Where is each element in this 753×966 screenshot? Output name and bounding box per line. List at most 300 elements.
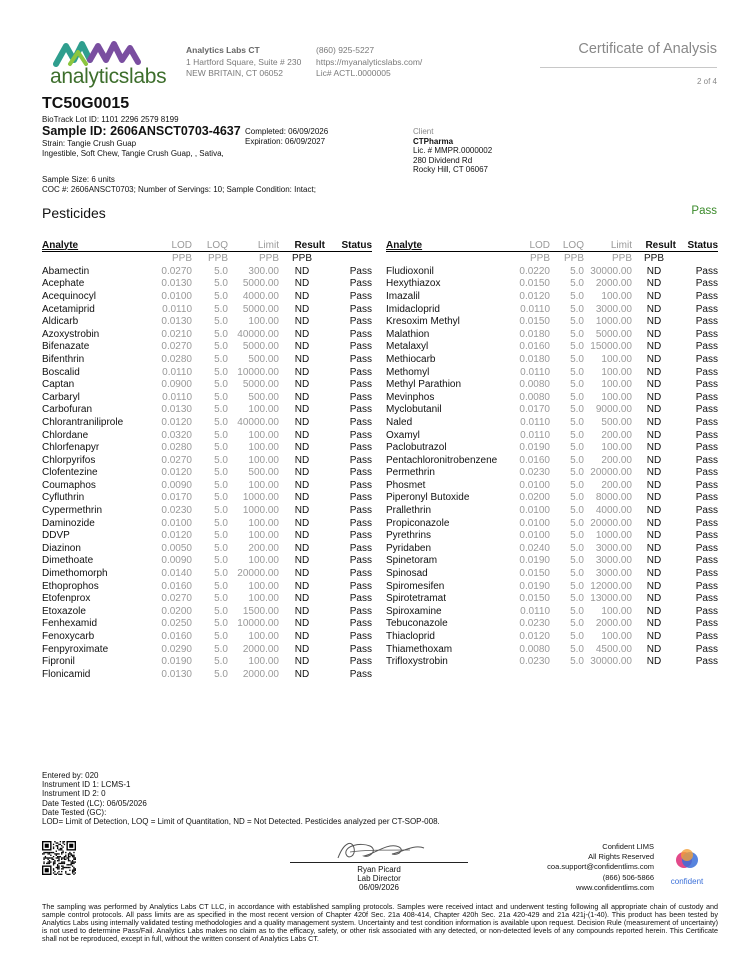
lod-value: 0.0100	[161, 290, 192, 302]
result-value: ND	[294, 379, 310, 391]
limit-value: 100.00	[248, 479, 279, 491]
table-row	[42, 328, 372, 341]
result-value: ND	[294, 517, 310, 529]
result-value: ND	[646, 341, 662, 353]
client-address2: Rocky Hill, CT 06067	[413, 165, 488, 174]
loq-value: 5.0	[214, 265, 228, 277]
unit-loq: PPB	[563, 253, 584, 264]
loq-value: 5.0	[570, 404, 584, 416]
header-loq: LOQ	[550, 239, 584, 252]
client-address1: 280 Dividend Rd	[413, 155, 473, 165]
status-value: Pass	[695, 353, 718, 365]
limit-value: 100.00	[601, 366, 632, 378]
table-row	[42, 567, 372, 580]
loq-value: 5.0	[214, 290, 228, 302]
analyte-name: Aldicarb	[42, 316, 79, 328]
table-row	[386, 643, 718, 656]
loq-value: 5.0	[570, 316, 584, 328]
lot-id: BioTrack Lot ID: 1101 2296 2579 8199	[42, 115, 179, 124]
result-value: ND	[646, 454, 662, 466]
legend-note: LOD= Limit of Detection, LOQ = Limit of Quantitation, ND = Not Detected. Pesticides analyzed per CT-SOP-008.	[42, 817, 440, 827]
table-row	[42, 479, 372, 492]
unit-result: PPB	[291, 253, 312, 264]
result-value: ND	[294, 391, 310, 403]
loq-value: 5.0	[214, 605, 228, 617]
table-row	[42, 668, 372, 681]
limit-value: 3000.00	[595, 568, 632, 580]
unit-limit: PPB	[611, 253, 632, 264]
lod-value: 0.0160	[161, 631, 192, 643]
lims-name: Confident LIMS	[602, 842, 654, 851]
lab-website[interactable]: https://myanalyticslabs.com/	[316, 56, 423, 67]
result-value: ND	[646, 643, 662, 655]
loq-value: 5.0	[570, 278, 584, 290]
unit-result: PPB	[643, 253, 664, 264]
status-value: Pass	[695, 656, 718, 668]
analyte-name: Prallethrin	[386, 505, 432, 517]
logo-wordmark: analyticslabs	[50, 65, 167, 88]
loq-value: 5.0	[570, 656, 584, 668]
result-value: ND	[294, 631, 310, 643]
analyte-name: Methomyl	[386, 366, 430, 378]
status-value: Pass	[695, 555, 718, 567]
status-value: Pass	[695, 505, 718, 517]
analyte-name: Bifenthrin	[42, 353, 85, 365]
lab-address-line2: NEW BRITAIN, CT 06052	[186, 68, 283, 78]
loq-value: 5.0	[570, 303, 584, 315]
loq-value: 5.0	[570, 379, 584, 391]
table-row	[386, 454, 718, 467]
instrument-1: Instrument ID 1: LCMS-1	[42, 780, 131, 790]
analyte-name: Chlorfenapyr	[42, 442, 100, 454]
limit-value: 5000.00	[595, 328, 632, 340]
status-value: Pass	[695, 454, 718, 466]
confident-logo-text: confident	[670, 877, 704, 886]
analyte-name: Spirotetramat	[386, 593, 447, 605]
analyte-name: Dimethomorph	[42, 568, 108, 580]
lod-value: 0.0200	[519, 492, 550, 504]
analyte-name: Mevinphos	[386, 391, 435, 403]
analyte-name: Naled	[386, 416, 413, 428]
client-license: Lic. # MMPR.0000002	[413, 146, 493, 155]
limit-value: 500.00	[248, 353, 279, 365]
sample-code: TC50G0015	[42, 95, 130, 112]
result-value: ND	[646, 492, 662, 504]
lod-value: 0.0110	[520, 303, 550, 315]
product-description: Ingestible, Soft Chew, Tangie Crush Guap, , Sativa,	[42, 148, 224, 158]
analyte-name: Acequinocyl	[42, 290, 96, 302]
result-value: ND	[646, 593, 662, 605]
status-value: Pass	[349, 303, 372, 315]
status-value: Pass	[349, 454, 372, 466]
lod-value: 0.0190	[519, 555, 550, 567]
loq-value: 5.0	[570, 454, 584, 466]
completed-date: Completed: 06/09/2026	[245, 127, 329, 136]
status-value: Pass	[349, 290, 372, 302]
limit-value: 1000.00	[595, 530, 632, 542]
loq-value: 5.0	[214, 479, 228, 491]
limit-value: 1000.00	[242, 505, 279, 517]
section-title: Pesticides	[42, 205, 106, 221]
status-value: Pass	[349, 328, 372, 340]
loq-value: 5.0	[570, 618, 584, 630]
limit-value: 100.00	[248, 656, 279, 668]
lod-value: 0.0320	[161, 429, 192, 441]
lod-value: 0.0120	[161, 530, 192, 542]
result-value: ND	[294, 479, 310, 491]
result-value: ND	[646, 568, 662, 580]
result-value: ND	[294, 593, 310, 605]
lod-value: 0.0180	[519, 353, 550, 365]
loq-value: 5.0	[214, 278, 228, 290]
table-row	[42, 315, 372, 328]
analyte-name: Spiromesifen	[386, 580, 445, 592]
result-value: ND	[646, 379, 662, 391]
table-row	[42, 429, 372, 442]
status-value: Pass	[349, 492, 372, 504]
loq-value: 5.0	[214, 442, 228, 454]
header-status: Status	[325, 239, 372, 252]
analyte-name: Pyridaben	[386, 542, 432, 554]
analyte-name: Abamectin	[42, 265, 90, 277]
sample-size-info	[42, 175, 316, 194]
result-value: ND	[294, 290, 310, 302]
table-row	[386, 492, 718, 505]
coc-info: COC #: 2606ANSCT0703; Number of Servings: 10; Sample Condition: Intact;	[42, 184, 316, 194]
status-value: Pass	[695, 316, 718, 328]
unit-limit: PPB	[258, 253, 279, 264]
lod-value: 0.0130	[161, 316, 192, 328]
limit-value: 2000.00	[242, 643, 279, 655]
lod-value: 0.0110	[162, 303, 192, 315]
status-value: Pass	[349, 542, 372, 554]
limit-value: 30000.00	[590, 265, 632, 277]
table-row	[42, 655, 372, 668]
table-body	[42, 265, 372, 681]
lod-value: 0.0110	[162, 391, 192, 403]
table-row	[386, 416, 718, 429]
limit-value: 100.00	[248, 530, 279, 542]
table-row	[386, 567, 718, 580]
lod-value: 0.0100	[161, 517, 192, 529]
loq-value: 5.0	[570, 429, 584, 441]
limit-value: 500.00	[601, 416, 632, 428]
lod-value: 0.0150	[519, 278, 550, 290]
limit-value: 100.00	[248, 316, 279, 328]
limit-value: 40000.00	[237, 416, 279, 428]
analyte-name: Fipronil	[42, 656, 75, 668]
limit-value: 200.00	[601, 429, 632, 441]
result-value: ND	[294, 278, 310, 290]
limit-value: 15000.00	[590, 341, 632, 353]
table-row	[386, 328, 718, 341]
table-row	[386, 353, 718, 366]
result-value: ND	[294, 643, 310, 655]
limit-value: 13000.00	[590, 593, 632, 605]
analyte-name: Flonicamid	[42, 668, 91, 680]
header-lod: LOD	[510, 239, 550, 252]
header-lod: LOD	[146, 239, 192, 252]
status-value: Pass	[695, 580, 718, 592]
analyte-name: Spinetoram	[386, 555, 438, 567]
limit-value: 40000.00	[237, 328, 279, 340]
analyte-name: Diazinon	[42, 542, 81, 554]
result-value: ND	[294, 555, 310, 567]
lims-website[interactable]: www.confidentlims.com	[576, 882, 654, 892]
result-value: ND	[646, 416, 662, 428]
table-row	[386, 404, 718, 417]
limit-value: 200.00	[248, 542, 279, 554]
limit-value: 200.00	[601, 479, 632, 491]
result-value: ND	[294, 530, 310, 542]
analyte-name: Clofentezine	[42, 467, 98, 479]
limit-value: 100.00	[248, 580, 279, 592]
loq-value: 5.0	[214, 580, 228, 592]
loq-value: 5.0	[214, 492, 228, 504]
lod-value: 0.0230	[519, 467, 550, 479]
analyte-name: Bifenazate	[42, 341, 90, 353]
document-title: Certificate of Analysis	[578, 41, 717, 57]
status-value: Pass	[349, 479, 372, 491]
status-value: Pass	[349, 580, 372, 592]
status-value: Pass	[695, 467, 718, 479]
table-row	[42, 492, 372, 505]
result-value: ND	[646, 467, 662, 479]
result-value: ND	[294, 353, 310, 365]
analyte-name: Methiocarb	[386, 353, 436, 365]
limit-value: 100.00	[601, 631, 632, 643]
analyte-name: Spiroxamine	[386, 605, 442, 617]
strain-info	[42, 139, 224, 158]
limit-value: 100.00	[248, 442, 279, 454]
analyte-name: Piperonyl Butoxide	[386, 492, 470, 504]
sample-id: Sample ID: 2606ANSCT0703-4637	[42, 124, 241, 138]
result-value: ND	[646, 542, 662, 554]
table-row	[42, 454, 372, 467]
analyte-name: Pyrethrins	[386, 530, 432, 542]
table-row	[386, 366, 718, 379]
result-value: ND	[646, 391, 662, 403]
status-value: Pass	[349, 605, 372, 617]
lod-value: 0.0110	[520, 416, 550, 428]
confident-logo	[662, 848, 712, 884]
lod-value: 0.0160	[161, 580, 192, 592]
analyte-name: Paclobutrazol	[386, 442, 447, 454]
analyte-name: Carbofuran	[42, 404, 93, 416]
lod-value: 0.0100	[519, 505, 550, 517]
analyte-name: Propiconazole	[386, 517, 450, 529]
lab-license: Lic# ACTL.0000005	[316, 68, 391, 78]
loq-value: 5.0	[214, 316, 228, 328]
loq-value: 5.0	[570, 341, 584, 353]
loq-value: 5.0	[570, 593, 584, 605]
signer-name: Ryan Picard	[357, 865, 401, 874]
loq-value: 5.0	[214, 353, 228, 365]
status-value: Pass	[349, 265, 372, 277]
result-value: ND	[294, 265, 310, 277]
analyte-name: Captan	[42, 379, 75, 391]
result-value: ND	[646, 366, 662, 378]
result-value: ND	[646, 442, 662, 454]
loq-value: 5.0	[214, 379, 228, 391]
analyte-name: Carbaryl	[42, 391, 80, 403]
loq-value: 5.0	[214, 517, 228, 529]
loq-value: 5.0	[570, 505, 584, 517]
lod-value: 0.0150	[519, 316, 550, 328]
limit-value: 100.00	[601, 290, 632, 302]
lod-value: 0.0110	[162, 366, 192, 378]
result-value: ND	[294, 366, 310, 378]
result-value: ND	[646, 656, 662, 668]
header-analyte: Analyte	[386, 239, 510, 252]
table-row	[42, 416, 372, 429]
analyte-name: Fenhexamid	[42, 618, 98, 630]
result-value: ND	[294, 605, 310, 617]
loq-value: 5.0	[570, 530, 584, 542]
limit-value: 100.00	[248, 404, 279, 416]
status-value: Pass	[349, 656, 372, 668]
lod-value: 0.0150	[519, 568, 550, 580]
status-value: Pass	[349, 341, 372, 353]
lims-rights: All Rights Reserved	[588, 852, 654, 862]
loq-value: 5.0	[214, 341, 228, 353]
status-value: Pass	[349, 668, 372, 680]
limit-value: 100.00	[248, 555, 279, 567]
limit-value: 8000.00	[595, 492, 632, 504]
table-row	[42, 290, 372, 303]
loq-value: 5.0	[214, 568, 228, 580]
lod-value: 0.0120	[519, 631, 550, 643]
analyte-name: Coumaphos	[42, 479, 96, 491]
table-row	[42, 391, 372, 404]
entered-by: Entered by: 020	[42, 771, 99, 780]
test-notes	[42, 771, 440, 826]
table-row	[42, 504, 372, 517]
analyte-name: Spinosad	[386, 568, 428, 580]
analyte-name: Chlorantraniliprole	[42, 416, 124, 428]
analyte-name: Hexythiazox	[386, 278, 441, 290]
lod-value: 0.0100	[519, 530, 550, 542]
status-value: Pass	[349, 416, 372, 428]
status-value: Pass	[695, 379, 718, 391]
result-value: ND	[294, 316, 310, 328]
status-value: Pass	[695, 391, 718, 403]
limit-value: 5000.00	[242, 303, 279, 315]
table-row	[386, 542, 718, 555]
loq-value: 5.0	[570, 568, 584, 580]
lod-value: 0.0190	[519, 442, 550, 454]
header-result: Result	[279, 239, 325, 252]
lod-value: 0.0270	[161, 265, 192, 277]
table-row	[386, 290, 718, 303]
analyte-name: Ethoprophos	[42, 580, 99, 592]
lod-value: 0.0120	[519, 290, 550, 302]
status-value: Pass	[349, 316, 372, 328]
limit-value: 10000.00	[237, 618, 279, 630]
status-value: Pass	[695, 631, 718, 643]
lod-value: 0.0250	[161, 618, 192, 630]
section-status: Pass	[691, 205, 717, 217]
table-row	[386, 580, 718, 593]
limit-value: 5000.00	[242, 278, 279, 290]
result-value: ND	[294, 656, 310, 668]
analyte-name: DDVP	[42, 530, 70, 542]
limit-value: 100.00	[248, 429, 279, 441]
table-row	[386, 341, 718, 354]
units-blank	[325, 252, 372, 266]
status-value: Pass	[695, 492, 718, 504]
table-row	[42, 580, 372, 593]
result-value: ND	[646, 631, 662, 643]
table-row	[386, 391, 718, 404]
result-value: ND	[294, 668, 310, 680]
signer-date: 06/09/2026	[358, 883, 400, 892]
status-value: Pass	[695, 593, 718, 605]
status-value: Pass	[349, 505, 372, 517]
status-value: Pass	[695, 542, 718, 554]
lims-email[interactable]: coa.support@confidentlims.com	[547, 862, 654, 872]
result-value: ND	[294, 416, 310, 428]
table-row	[42, 265, 372, 278]
status-value: Pass	[695, 618, 718, 630]
unit-loq: PPB	[207, 253, 228, 264]
analyte-name: Myclobutanil	[386, 404, 442, 416]
table-row	[42, 278, 372, 291]
lod-value: 0.0160	[519, 341, 550, 353]
client-label: Client	[413, 127, 434, 136]
lod-value: 0.0290	[161, 643, 192, 655]
limit-value: 100.00	[248, 454, 279, 466]
lod-value: 0.0270	[161, 593, 192, 605]
limit-value: 10000.00	[237, 366, 279, 378]
analyte-name: Thiamethoxam	[386, 643, 453, 655]
lod-value: 0.0210	[161, 328, 192, 340]
qr-code-icon[interactable]	[42, 841, 76, 883]
result-value: ND	[294, 467, 310, 479]
lod-value: 0.0110	[520, 366, 550, 378]
analyte-name: Permethrin	[386, 467, 435, 479]
analyte-name: Tebuconazole	[386, 618, 448, 630]
table-row	[42, 630, 372, 643]
lod-value: 0.0090	[161, 555, 192, 567]
lab-name: Analytics Labs CT	[186, 45, 260, 55]
table-row	[386, 441, 718, 454]
lod-value: 0.0150	[519, 593, 550, 605]
table-row	[386, 655, 718, 668]
client-info	[413, 127, 492, 175]
loq-value: 5.0	[570, 442, 584, 454]
loq-value: 5.0	[570, 416, 584, 428]
result-value: ND	[646, 265, 662, 277]
loq-value: 5.0	[570, 555, 584, 567]
table-row	[386, 303, 718, 316]
result-value: ND	[294, 542, 310, 554]
status-value: Pass	[349, 429, 372, 441]
limit-value: 4000.00	[595, 505, 632, 517]
loq-value: 5.0	[214, 404, 228, 416]
table-row	[42, 517, 372, 530]
analyte-name: Daminozide	[42, 517, 95, 529]
limit-value: 4500.00	[595, 643, 632, 655]
result-value: ND	[294, 303, 310, 315]
status-value: Pass	[695, 416, 718, 428]
table-row	[42, 341, 372, 354]
loq-value: 5.0	[570, 517, 584, 529]
lod-value: 0.0270	[161, 454, 192, 466]
lab-address	[186, 45, 301, 80]
table-row	[42, 303, 372, 316]
lab-contact	[316, 45, 422, 80]
